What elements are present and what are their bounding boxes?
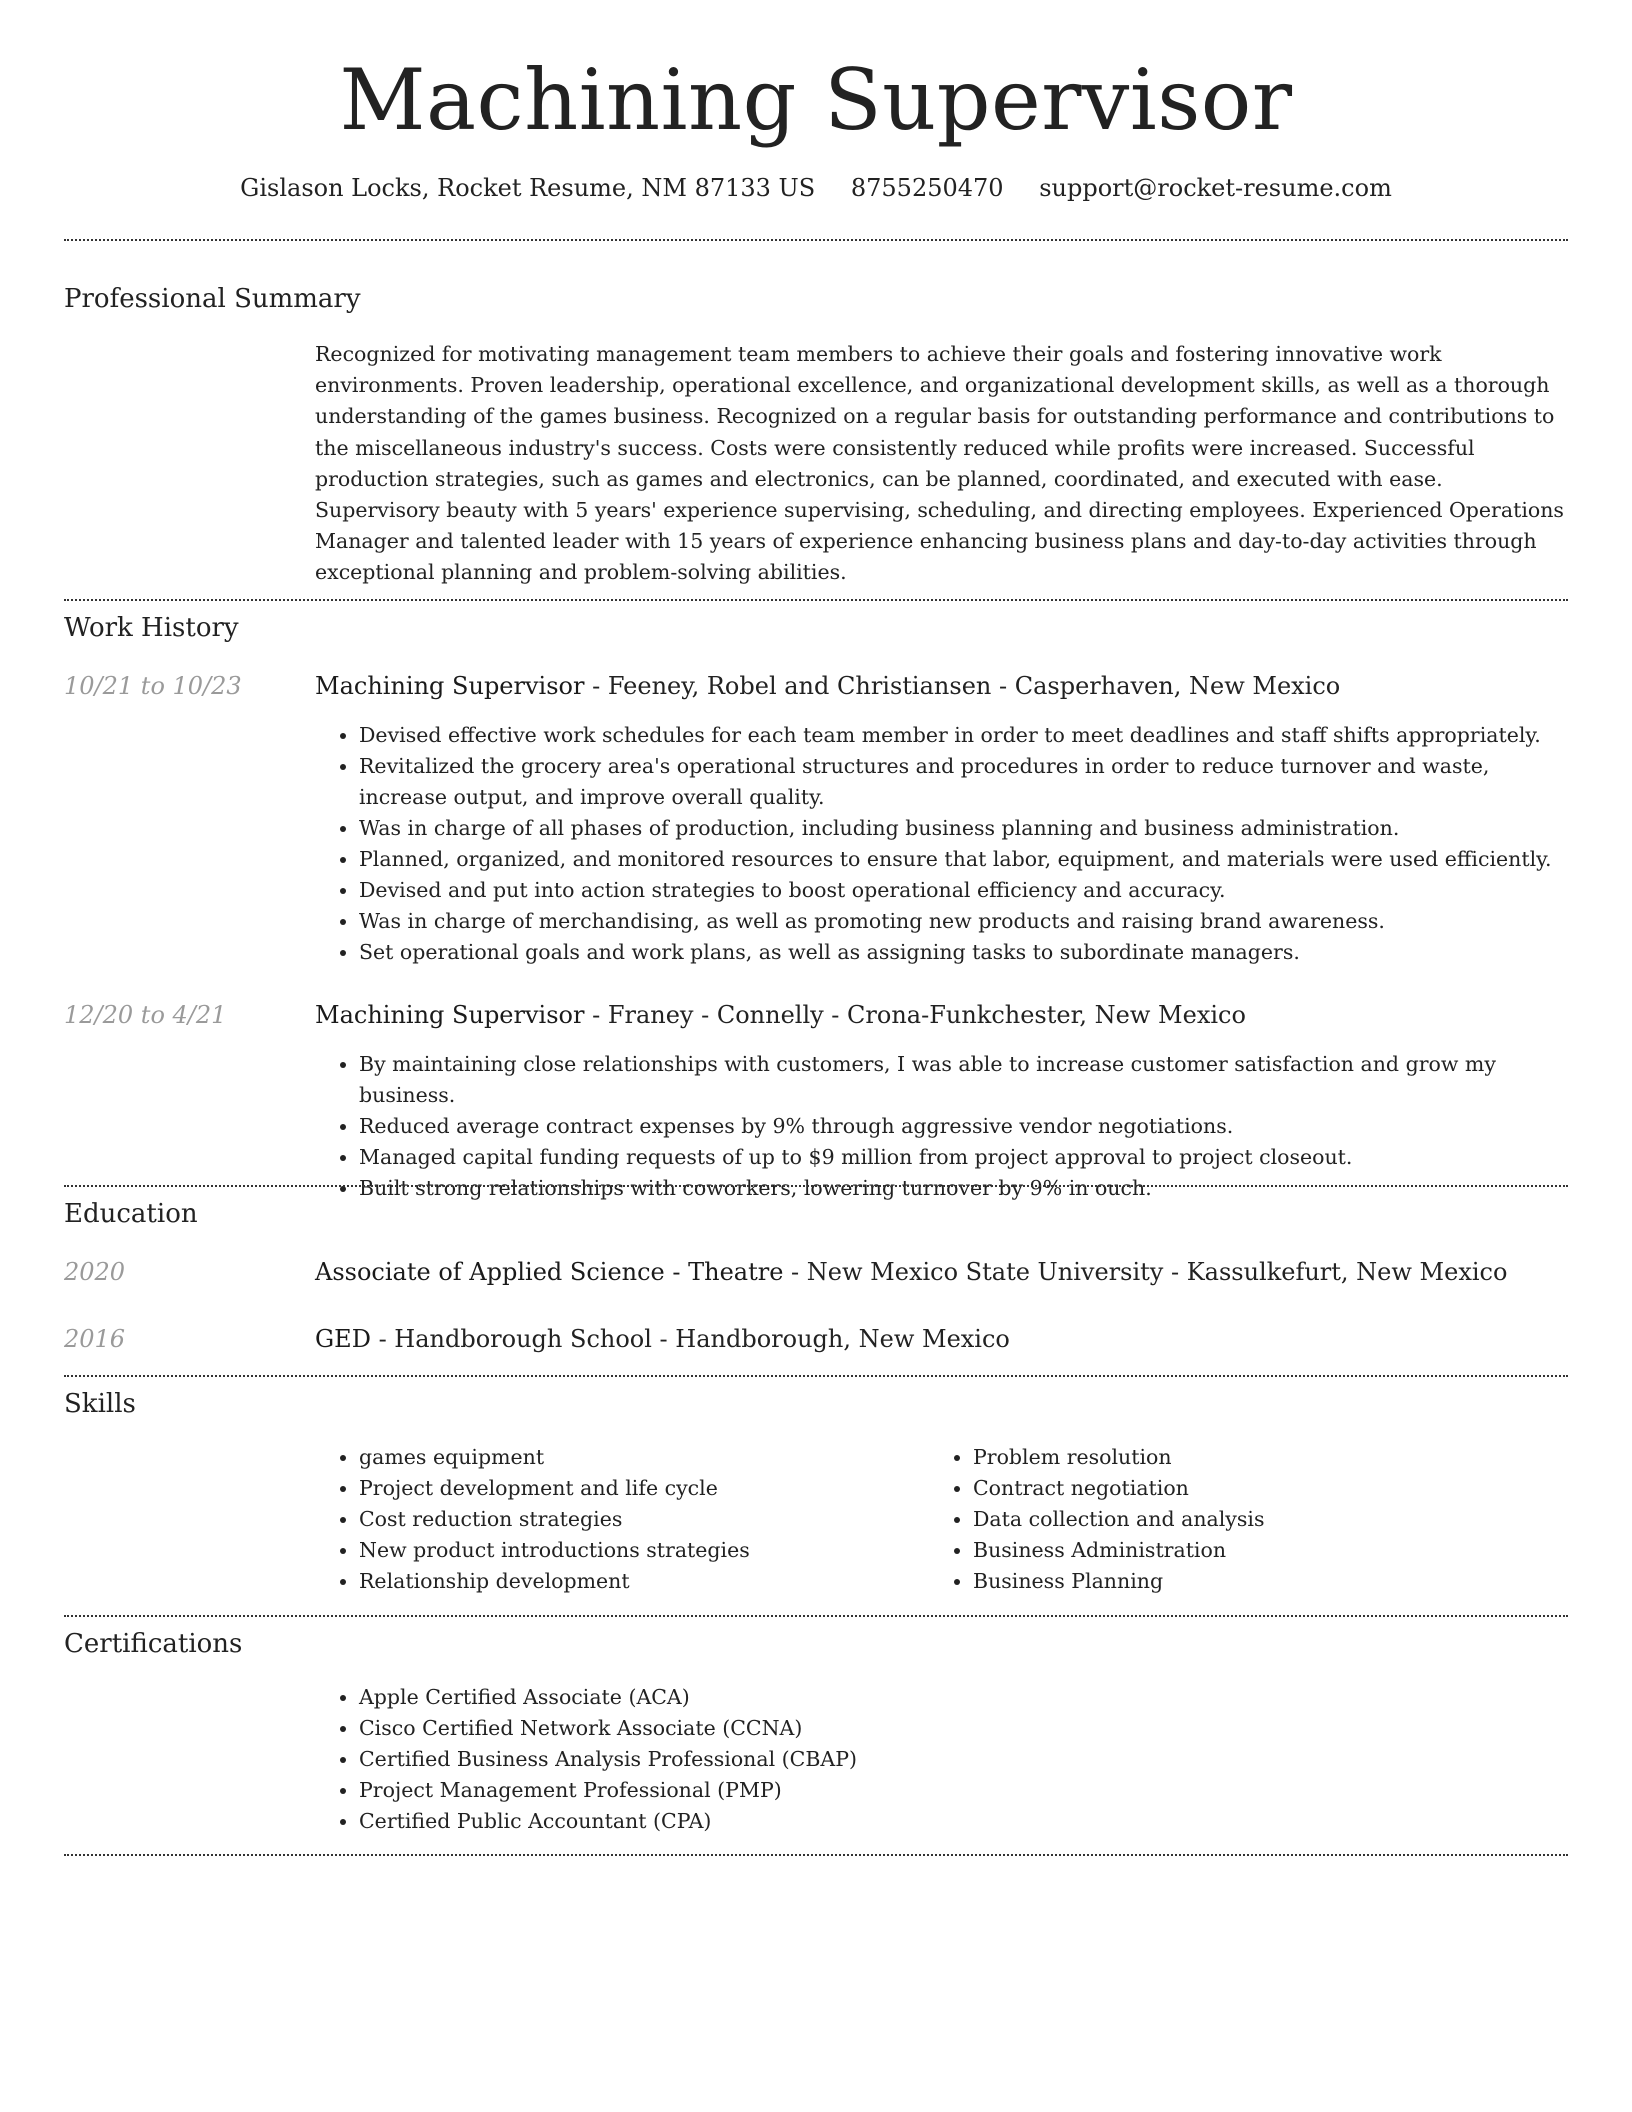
contact-line xyxy=(0,172,1632,204)
certification-item: • Certified Public Accountant (CPA) xyxy=(359,1806,1575,1837)
certification-item: • Cisco Certified Network Associate (CCNA) xyxy=(359,1713,1575,1744)
job-bullet: • Planned, organized, and monitored resources to ensure that labor, equipment, and materials were used efficiently. xyxy=(359,844,1575,875)
summary-text: Recognized for motivating management team members to achieve their goals and fostering innovative work environments. Proven leadership, operational excellence, and organizational development skills, as well as a thorough understanding of the games business. Recognized on a regular basis for outstanding performance and contributions to the miscellaneous industry's success. Costs were consistently reduced while profits were increased. Successful production strategies, such as games and electronics, can be planned, coordinated, and executed with ease. Supervisory beauty with 5 years' experience supervising, scheduling, and directing employees. Experienced Operations Manager and talented leader with 15 years of experience enhancing business plans and day-to-day activities through exceptional planning and problem-solving abilities. xyxy=(315,342,1564,585)
skill-item: • Contract negotiation xyxy=(973,1473,1529,1504)
section-divider xyxy=(64,599,1568,601)
contact-email[interactable]: support@rocket-resume.com xyxy=(1039,174,1392,202)
education-year: 2020 xyxy=(64,1258,126,1286)
education-year: 2016 xyxy=(64,1325,126,1353)
contact-address: Gislason Locks, Rocket Resume, NM 87133 US xyxy=(240,174,816,202)
job-title: Machining Supervisor xyxy=(315,672,585,700)
skill-item: • Project development and life cycle xyxy=(359,1473,915,1504)
contact-phone: 8755250470 xyxy=(850,174,1004,202)
education-degree: GED xyxy=(315,1325,371,1353)
summary-heading: Professional Summary xyxy=(64,284,361,314)
section-divider xyxy=(64,1615,1568,1617)
job-bullet: • Was in charge of merchandising, as well as promoting new products and raising brand awareness. xyxy=(359,906,1575,937)
job-bullet: • Set operational goals and work plans, as well as assigning tasks to subordinate managers. xyxy=(359,937,1575,968)
job-bullet: • Revitalized the grocery area's operational structures and procedures in order to reduce turnover and waste, increase output, and improve overall quality. xyxy=(359,751,1575,813)
certifications-list xyxy=(315,1682,1575,1837)
job-bullet: • Managed capital funding requests of up to $9 million from project approval to project closeout. xyxy=(359,1142,1575,1173)
job-details: - Feeney, Robel and Christiansen - Casperhaven, New Mexico xyxy=(584,672,1341,700)
education-degree: Associate of Applied Science - Theatre xyxy=(315,1258,784,1286)
skill-item: • New product introductions strategies xyxy=(359,1535,915,1566)
job-heading xyxy=(315,999,1570,1031)
job-bullets xyxy=(315,1049,1575,1204)
skills-heading: Skills xyxy=(64,1389,136,1419)
job-bullet: • Was in charge of all phases of production, including business planning and business administration. xyxy=(359,813,1575,844)
skill-item: • Relationship development xyxy=(359,1566,915,1597)
skill-item: • Cost reduction strategies xyxy=(359,1504,915,1535)
job-bullet: • Devised effective work schedules for each team member in order to meet deadlines and staff shifts appropriately. xyxy=(359,720,1575,751)
work-history-heading: Work History xyxy=(64,613,239,643)
section-divider xyxy=(64,1375,1568,1377)
skill-item: • Business Planning xyxy=(973,1566,1529,1597)
education-entry xyxy=(315,1256,1570,1288)
job-bullets xyxy=(315,720,1575,968)
section-divider xyxy=(64,1185,1568,1187)
skill-item: • Data collection and analysis xyxy=(973,1504,1529,1535)
skills-list-left xyxy=(315,1442,915,1597)
education-details: - New Mexico State University - Kassulkefurt, New Mexico xyxy=(783,1258,1508,1286)
job-details: - Franey - Connelly - Crona-Funkchester, New Mexico xyxy=(584,1001,1246,1029)
certification-item: • Project Management Professional (PMP) xyxy=(359,1775,1575,1806)
certification-item: • Apple Certified Associate (ACA) xyxy=(359,1682,1575,1713)
skill-item: • games equipment xyxy=(359,1442,915,1473)
education-heading: Education xyxy=(64,1199,198,1229)
section-divider xyxy=(64,1854,1568,1856)
skill-item: • Problem resolution xyxy=(973,1442,1529,1473)
job-bullet: • Reduced average contract expenses by 9% through aggressive vendor negotiations. xyxy=(359,1111,1575,1142)
certifications-heading: Certifications xyxy=(64,1629,243,1659)
job-dates: 10/21 to 10/23 xyxy=(64,672,242,700)
education-entry xyxy=(315,1323,1570,1355)
job-bullet: • Built strong relationships with coworkers, lowering turnover by 9% in ouch. xyxy=(359,1173,1575,1204)
job-heading xyxy=(315,670,1570,702)
certification-item: • Certified Business Analysis Professional (CBAP) xyxy=(359,1744,1575,1775)
candidate-name: Machining Supervisor xyxy=(339,51,1293,149)
section-divider xyxy=(64,239,1568,241)
job-title: Machining Supervisor xyxy=(315,1001,585,1029)
job-bullet: • By maintaining close relationships with customers, I was able to increase customer satisfaction and grow my business. xyxy=(359,1049,1575,1111)
job-dates: 12/20 to 4/21 xyxy=(64,1001,227,1029)
education-details: - Handborough School - Handborough, New Mexico xyxy=(370,1325,1010,1353)
skills-list-right xyxy=(929,1442,1529,1597)
job-bullet: • Devised and put into action strategies to boost operational efficiency and accuracy. xyxy=(359,875,1575,906)
skill-item: • Business Administration xyxy=(973,1535,1529,1566)
